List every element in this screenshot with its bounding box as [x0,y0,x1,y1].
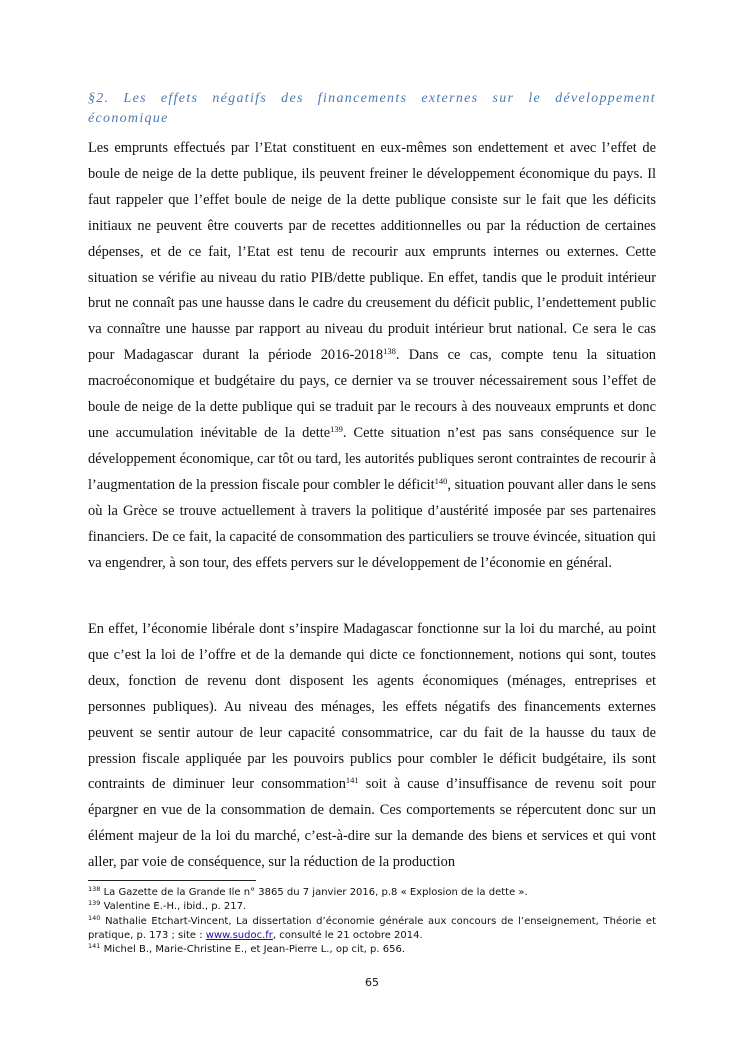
footnote-ref-141[interactable]: 141 [345,775,359,786]
footnote-138 [88,886,656,900]
footnote-text: Michel B., Marie-Christine E., et Jean-Pierre L., op cit, p. 656. [100,944,406,956]
section-heading-line2: économique [88,111,169,126]
footnote-text-after: , consulté le 21 octobre 2014. [272,929,423,941]
footnote-ref-139[interactable]: 139 [330,423,343,434]
footnote-text: Nathalie Etchart-Vincent, La dissertation d’économie générale aux concours de l’enseignement, Théorie et pratique, p. 173 ; site : [88,915,656,941]
footnote-number: 138 [88,885,101,893]
footnotes [88,886,656,957]
paragraph-2 [88,617,656,876]
footnote-141 [88,943,656,957]
footnote-139 [88,900,656,914]
footnote-number: 139 [88,899,101,908]
footnote-separator [88,880,256,881]
footnote-text: Valentine E.-H., ibid., p. 217. [100,901,247,913]
page-number: 65 [365,976,379,989]
sudoc-link[interactable]: www.sudoc.fr [205,929,273,941]
footnote-text: La Gazette de la Grande Ile n° 3865 du 7 janvier 2016, p.8 « Explosion de la dette ». [100,887,528,898]
paragraph-1-text-c: . Cette situation n’est pas sans conséquence sur le développement économique, car tôt ou tard, les autorités publiques seront contraintes de recourir à l’augmentation de la pression fiscale pour combler le déficit [88,424,656,493]
paragraph-2-text-a: En effet, l’économie libérale dont s’inspire Madagascar fonctionne sur la loi du marché, au point que c’est la loi de l’offre et de la demande qui dicte ce fonctionnement, notions qui sont, toutes deux, fonction de revenu dont disposent les agents économiques (ménages, entreprises et personnes publiques). Au niveau des ménages, les effets négatifs des financements externes peuvent se sentir autour de leur capacité consommatrice, car du fait de la hausse du taux de pression fiscale appliquée par les pouvoirs publics pour combler le déficit budgétaire, ils sont contraints de diminuer leur consommation [88,621,656,793]
paragraph-1 [88,136,656,576]
footnote-number: 140 [88,913,101,922]
paragraph-2-text-b: soit à cause d’insuffisance de revenu soit pour épargner en vue de la consommation de demain. Ces comportements se répercutent donc sur un élément majeur de la loi du marché, c’est-à-dire sur la demande des biens et services et qui vont aller, par voie de conséquence, sur la réduction de la production [88,776,656,871]
footnote-ref-138[interactable]: 138 [383,346,396,357]
section-heading-line1: §2. Les effets négatifs des financements externes sur le développement [88,91,656,106]
footnote-ref-140[interactable]: 140 [434,475,448,486]
section-heading [88,89,656,129]
paragraph-1-text-a: Les emprunts effectués par l’Etat constituent en eux-mêmes son endettement et avec l’effet de boule de neige de la dette publique, ils peuvent freiner le développement économique du pays. Il faut rappeler que l’effet boule de neige de la dette publique consiste sur le fait que les déficits initiaux ne peuvent être couverts par de recettes additionnelles ou par la réduction de certaines dépenses, et de ce fait, l’Etat est tenu de recourir aux emprunts internes ou externes. Cette situation se vérifie au niveau du ratio PIB/dette publique. En effet, tandis que le produit intérieur brut ne connaît pas une hausse dans le cadre du creusement du déficit public, l’endettement public va connaître une hausse par rapport au niveau du produit intérieur brut national. Ce sera le cas pour Madagascar durant la période 2016-2018 [88,140,656,364]
paragraph-1-text-b: . Dans ce cas, compte tenu la situation macroéconomique et budgétaire du pays, ce dernier va se trouver nécessairement sous l’effet de boule de neige de la dette publique qui se traduit par le recours à des nouveaux emprunts et donc une accumulation inévitable de la dette [88,347,656,441]
paragraph-1-text-d: , situation pouvant aller dans le sens où la Grèce se trouve actuellement à travers la politique d’austérité imposée par ses partenaires financiers. De ce fait, la capacité de consommation des particuliers se trouve évincée, situation qui va engendrer, à son tour, des effets pervers sur le développement de l’économie en général. [88,476,656,571]
footnote-140 [88,915,656,944]
footnote-number: 141 [88,942,101,951]
